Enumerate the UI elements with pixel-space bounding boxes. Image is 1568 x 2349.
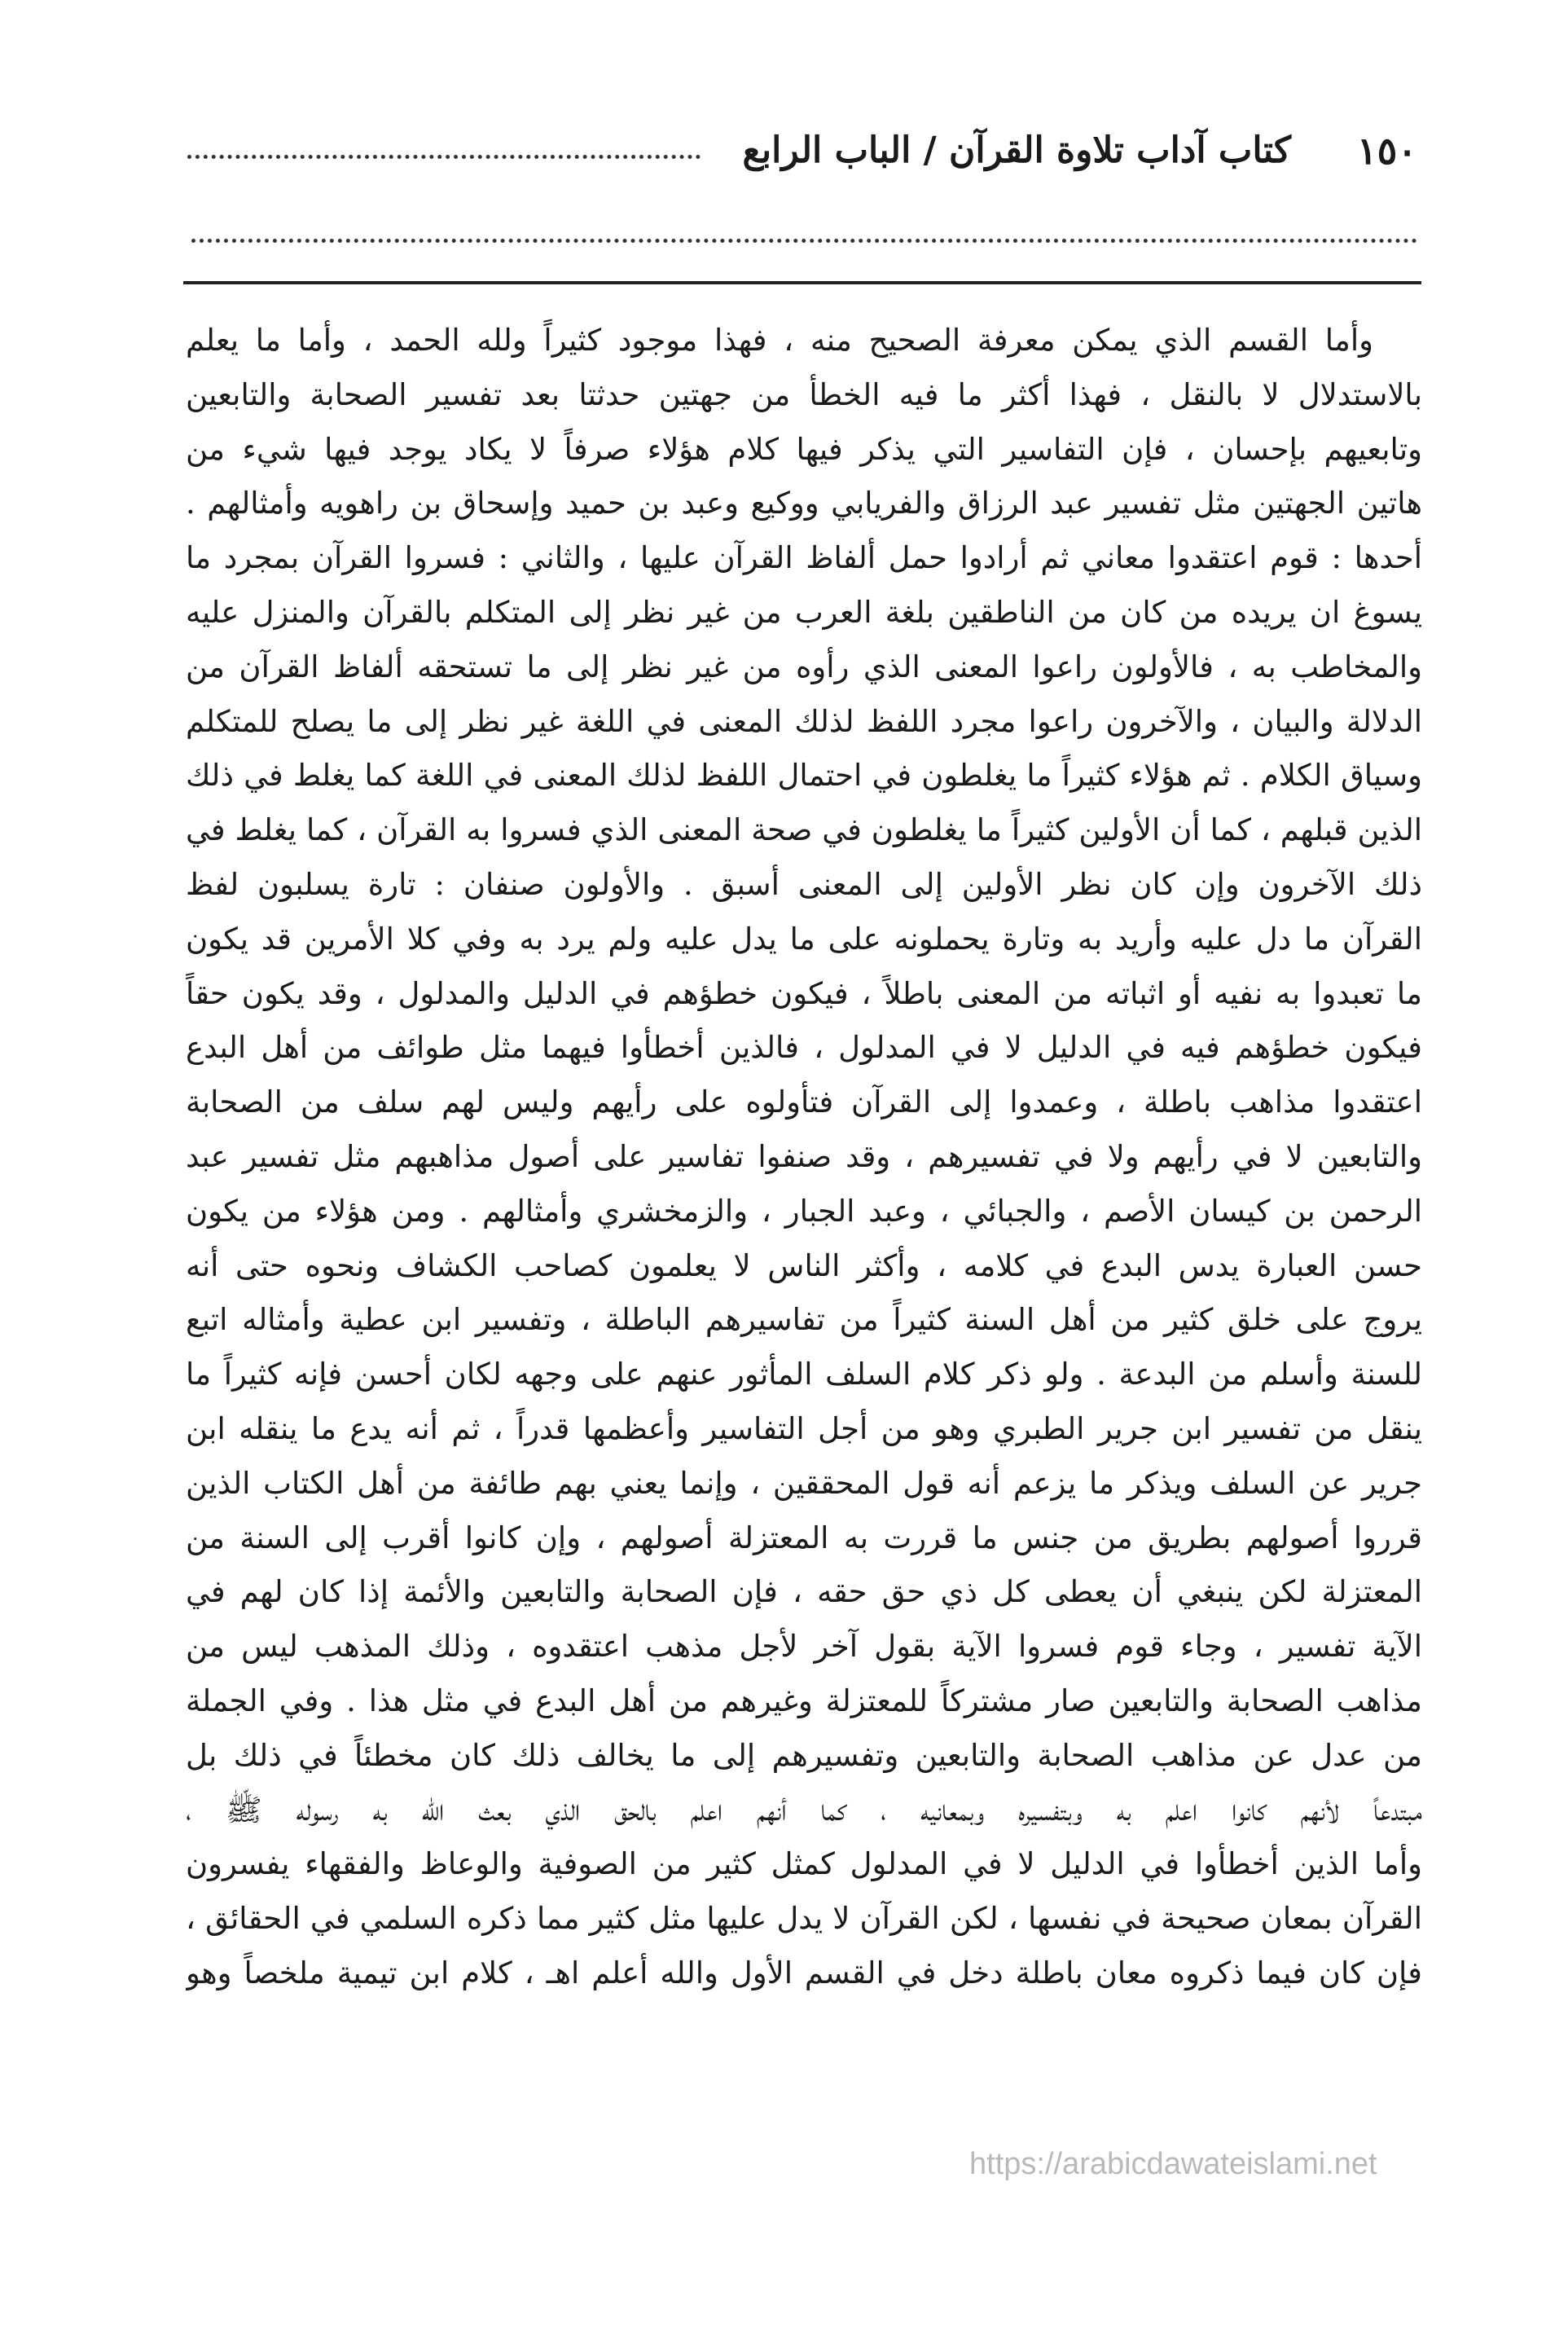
text-line: المعتزلة لكن ينبغي أن يعطى كل ذي حق حقه ، فإن الصحابة والتابعين والأئمة إذا كان لهم في xyxy=(186,1574,1422,1610)
running-title: كتاب آداب تلاوة القرآن / الباب الرابع xyxy=(742,130,1291,171)
text-line: أحدها : قوم اعتقدوا معاني ثم أرادوا حمل ألفاظ القرآن عليها ، والثاني : فسروا القرآن بمجرد ما xyxy=(186,540,1422,576)
text-line: القرآن بمعان صحيحة في نفسها ، لكن القرآن لا يدل عليها مثل كثير مما ذكره السلمي في الحقائق ، xyxy=(186,1901,1422,1937)
text-line: الآية تفسير ، وجاء قوم فسروا الآية بقول آخر لأجل مذهب اعتقدوه ، وذلك المذهب ليس من xyxy=(186,1629,1422,1665)
text-line: والتابعين لا في رأيهم ولا في تفسيرهم ، وقد صنفوا تفاسير على أصول مذاهبهم مثل تفسير عبد xyxy=(186,1138,1422,1174)
text-line: القرآن ما دل عليه وأريد به وتارة يحملونه على ما يدل عليه ولم يرد به وفي كلا الأمرين قد يكون xyxy=(186,921,1422,957)
text-line: وأما القسم الذي يمكن معرفة الصحيح منه ، فهذا موجود كثيراً ولله الحمد ، وأما ما يعلم xyxy=(186,323,1373,358)
text-line: يسوغ ان يريده من كان من الناطقين بلغة العرب من غير نظر إلى المتكلم بالقرآن والمنزل عليه xyxy=(186,594,1422,630)
header-rule xyxy=(183,281,1421,284)
page-header xyxy=(187,122,1417,187)
text-line: هاتين الجهتين مثل تفسير عبد الرزاق والفريابي ووكيع وعبد بن حميد وإسحاق بن راهويه وأمثالهم . xyxy=(186,486,1422,521)
text-line: مذاهب الصحابة والتابعين صار مشتركاً للمعتزلة وغيرهم من أهل البدع في مثل هذا . وفي الجملة xyxy=(186,1683,1422,1718)
text-line: مبتدعاً لأنهم كانوا اعلم به وبتفسيره وبمعانيه ، كما أنهم اعلم بالحق الذي بعث الله به رسوله ﷺ ، xyxy=(186,1792,1422,1828)
text-line: الرحمن بن كيسان الأصم ، والجبائي ، وعبد الجبار ، والزمخشري وأمثالهم . ومن هؤلاء من يكون xyxy=(186,1193,1422,1229)
text-line: الدلالة والبيان ، والآخرون راعوا مجرد اللفظ لذلك المعنى في اللغة غير نظر إلى ما يصلح للمتكلم xyxy=(186,703,1422,739)
dotted-separator xyxy=(191,232,1417,243)
header-dotted-leader xyxy=(187,147,701,159)
text-line: وأما الذين أخطأوا في الدليل لا في المدلول كمثل كثير من الصوفية والوعاظ والفقهاء يفسرون xyxy=(186,1846,1422,1882)
watermark-url: https://arabicdawateislami.net xyxy=(969,2147,1377,2181)
page-number: ١٥٠ xyxy=(1356,129,1417,173)
text-line: من عدل عن مذاهب الصحابة والتابعين وتفسيرهم إلى ما يخالف ذلك كان مخطئاً في ذلك بل xyxy=(186,1737,1422,1773)
text-line: اعتقدوا مذاهب باطلة ، وعمدوا إلى القرآن فتأولوه على رأيهم وليس لهم سلف من الصحابة xyxy=(186,1084,1422,1120)
text-line: ذلك الآخرون وإن كان نظر الأولين إلى المعنى أسبق . والأولون صنفان : تارة يسلبون لفظ xyxy=(186,866,1422,902)
text-line: والمخاطب به ، فالأولون راعوا المعنى الذي رأوه من غير نظر إلى ما تستحقه ألفاظ القرآن من xyxy=(186,649,1422,684)
body-text xyxy=(186,314,1422,2001)
text-line: فإن كان فيما ذكروه معان باطلة دخل في القسم الأول والله أعلم اهـ ، كلام ابن تيمية ملخصاً وهو xyxy=(186,1955,1422,1990)
text-line: جرير عن السلف ويذكر ما يزعم أنه قول المحققين ، وإنما يعني بهم طائفة من أهل الكتاب الذين xyxy=(186,1465,1422,1501)
text-line: قرروا أصولهم بطريق من جنس ما قررت به المعتزلة أصولهم ، وإن كانوا أقرب إلى السنة من xyxy=(186,1520,1422,1555)
text-line: فيكون خطؤهم فيه في الدليل لا في المدلول ، فالذين أخطأوا فيهما مثل طوائف من أهل البدع xyxy=(186,1030,1422,1066)
text-line: وسياق الكلام . ثم هؤلاء كثيراً ما يغلطون في احتمال اللفظ لذلك المعنى في اللغة كما يغلط في ذلك xyxy=(186,758,1422,794)
text-line: يروج على خلق كثير من أهل السنة كثيراً من تفاسيرهم الباطلة ، وتفسير ابن عطية وأمثاله اتبع xyxy=(186,1302,1422,1338)
text-line: الذين قبلهم ، كما أن الأولين كثيراً ما يغلطون في صحة المعنى الذي فسروا به القرآن ، كما يغلط في xyxy=(186,812,1422,848)
text-line: وتابعيهم بإحسان ، فإن التفاسير التي يذكر فيها كلام هؤلاء صرفاً لا يكاد يوجد فيها شيء من xyxy=(186,431,1422,467)
text-line: للسنة وأسلم من البدعة . ولو ذكر كلام السلف المأثور عنهم على وجهه لكان أحسن فإنه كثيراً ما xyxy=(186,1357,1422,1392)
text-line: ينقل من تفسير ابن جرير الطبري وهو من أجل التفاسير وأعظمها قدراً ، ثم أنه يدع ما ينقله ابن xyxy=(186,1410,1422,1446)
text-line: ما تعبدوا به نفيه أو اثباته من المعنى باطلاً ، فيكون خطؤهم في الدليل والمدلول ، وقد يكون حقاً xyxy=(186,975,1422,1011)
text-line: بالاستدلال لا بالنقل ، فهذا أكثر ما فيه الخطأ من جهتين حدثتا بعد تفسير الصحابة والتابعين xyxy=(186,376,1422,412)
text-line: حسن العبارة يدس البدع في كلامه ، وأكثر الناس لا يعلمون كصاحب الكشاف ونحوه حتى أنه xyxy=(186,1247,1422,1283)
